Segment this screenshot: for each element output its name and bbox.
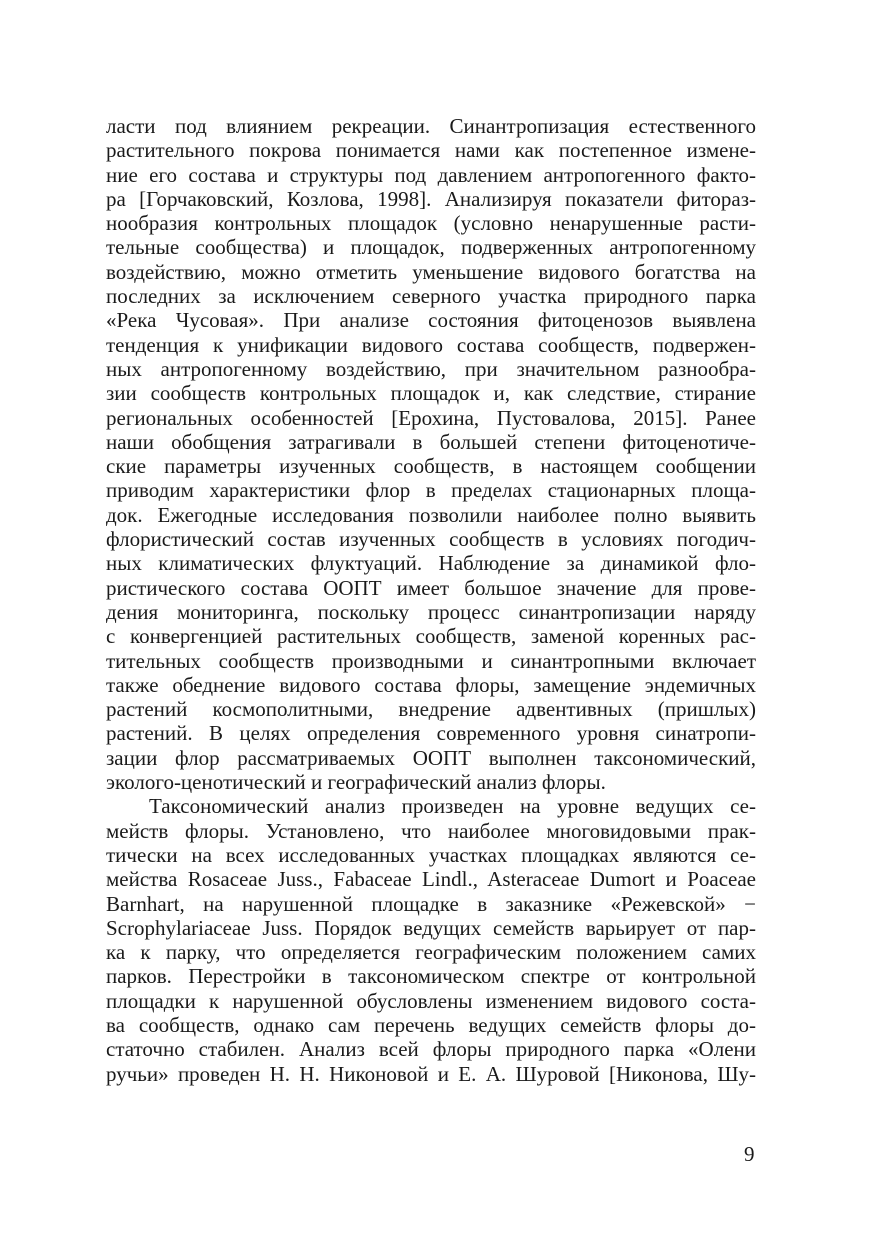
text-line: нообразия контрольных площадок (условно ненарушенные расти- <box>106 211 756 236</box>
text-line: флористический состав изученных сообществ в условиях погодич- <box>106 527 756 552</box>
text-line: растений космополитными, внедрение адвентивных (пришлых) <box>106 697 756 722</box>
text-line: ных антропогенному воздействию, при значительном разнообра- <box>106 356 756 381</box>
text-line: мейств флоры. Установлено, что наиболее многовидовыми прак- <box>106 818 756 843</box>
text-line: ристического состава ООПТ имеет большое значение для прове- <box>106 575 756 600</box>
text-line: ласти под влиянием рекреации. Синантропизация естественного <box>106 114 756 138</box>
text-line: наши обобщения затрагивали в большей степени фитоценотиче- <box>106 429 756 454</box>
text-line: зии сообществ контрольных площадок и, как следствие, стирание <box>106 381 756 406</box>
text-line: растений. В целях определения современного уровня синатропи- <box>106 721 756 746</box>
text-line: площадки к нарушенной обусловлены изменением видового соста- <box>106 988 756 1013</box>
text-line: зации флор рассматриваемых ООПТ выполнен таксономический, <box>106 745 756 770</box>
text-line: ние его состава и структуры под давлением антропогенного факто- <box>106 162 756 187</box>
text-line: Таксономический анализ произведен на уровне ведущих се- <box>149 794 756 819</box>
page-body <box>106 114 756 1086</box>
text-line: Scrophylariaceae Juss. Порядок ведущих семейств варьирует от пар- <box>106 915 756 940</box>
text-line: парков. Перестройки в таксономическом спектре от контрольной <box>106 964 756 989</box>
text-line: тельные сообщества) и площадок, подверженных антропогенному <box>106 235 756 260</box>
text-line: ных климатических флуктуаций. Наблюдение за динамикой фло- <box>106 551 756 576</box>
text-line: Barnhart, на нарушенной площадке в заказнике «Режевской» − <box>106 891 756 916</box>
text-line: статочно стабилен. Анализ всей флоры природного парка «Олени <box>106 1037 756 1062</box>
text-line: эколого-ценотический и географический анализ флоры. <box>106 770 606 795</box>
text-line: тенденция к унификации видового состава сообществ, подвержен- <box>106 332 756 357</box>
text-line: ские параметры изученных сообществ, в настоящем сообщении <box>106 454 756 479</box>
text-line: мейства Rosaceae Juss., Fabaceae Lindl., Asteraceae Dumort и Poaceae <box>106 867 756 892</box>
text-line: дения мониторинга, поскольку процесс синантропизации наряду <box>106 599 756 624</box>
text-line: региональных особенностей [Ерохина, Пустовалова, 2015]. Ранее <box>106 405 756 430</box>
text-line: «Река Чусовая». При анализе состояния фитоценозов выявлена <box>106 308 756 333</box>
page-number: 9 <box>744 1142 755 1166</box>
text-line: также обеднение видового состава флоры, замещение эндемичных <box>106 672 756 697</box>
text-line: тически на всех исследованных участках площадках являются се- <box>106 842 756 867</box>
text-line: приводим характеристики флор в пределах стационарных площа- <box>106 478 756 503</box>
text-line: ра [Горчаковский, Козлова, 1998]. Анализируя показатели фиторaз- <box>106 186 756 211</box>
text-line: растительного покрова понимается нами как постепенное измене- <box>106 138 756 163</box>
text-line: тительных сообществ производными и синантропными включает <box>106 648 756 673</box>
text-line: док. Ежегодные исследования позволили наиболее полно выявить <box>106 502 756 527</box>
text-line: ручьи» проведен Н. Н. Никоновой и Е. А. Шуровой [Никонова, Шу- <box>106 1061 756 1086</box>
text-line: с конвергенцией растительных сообществ, заменой коренных рас- <box>106 624 756 649</box>
text-line: последних за исключением северного участка природного парка <box>106 284 756 309</box>
text-line: воздействию, можно отметить уменьшение видового богатства на <box>106 259 756 284</box>
text-line: ка к парку, что определяется географическим положением самих <box>106 940 756 965</box>
text-line: ва сообществ, однако сам перечень ведущих семейств флоры до- <box>106 1012 756 1037</box>
